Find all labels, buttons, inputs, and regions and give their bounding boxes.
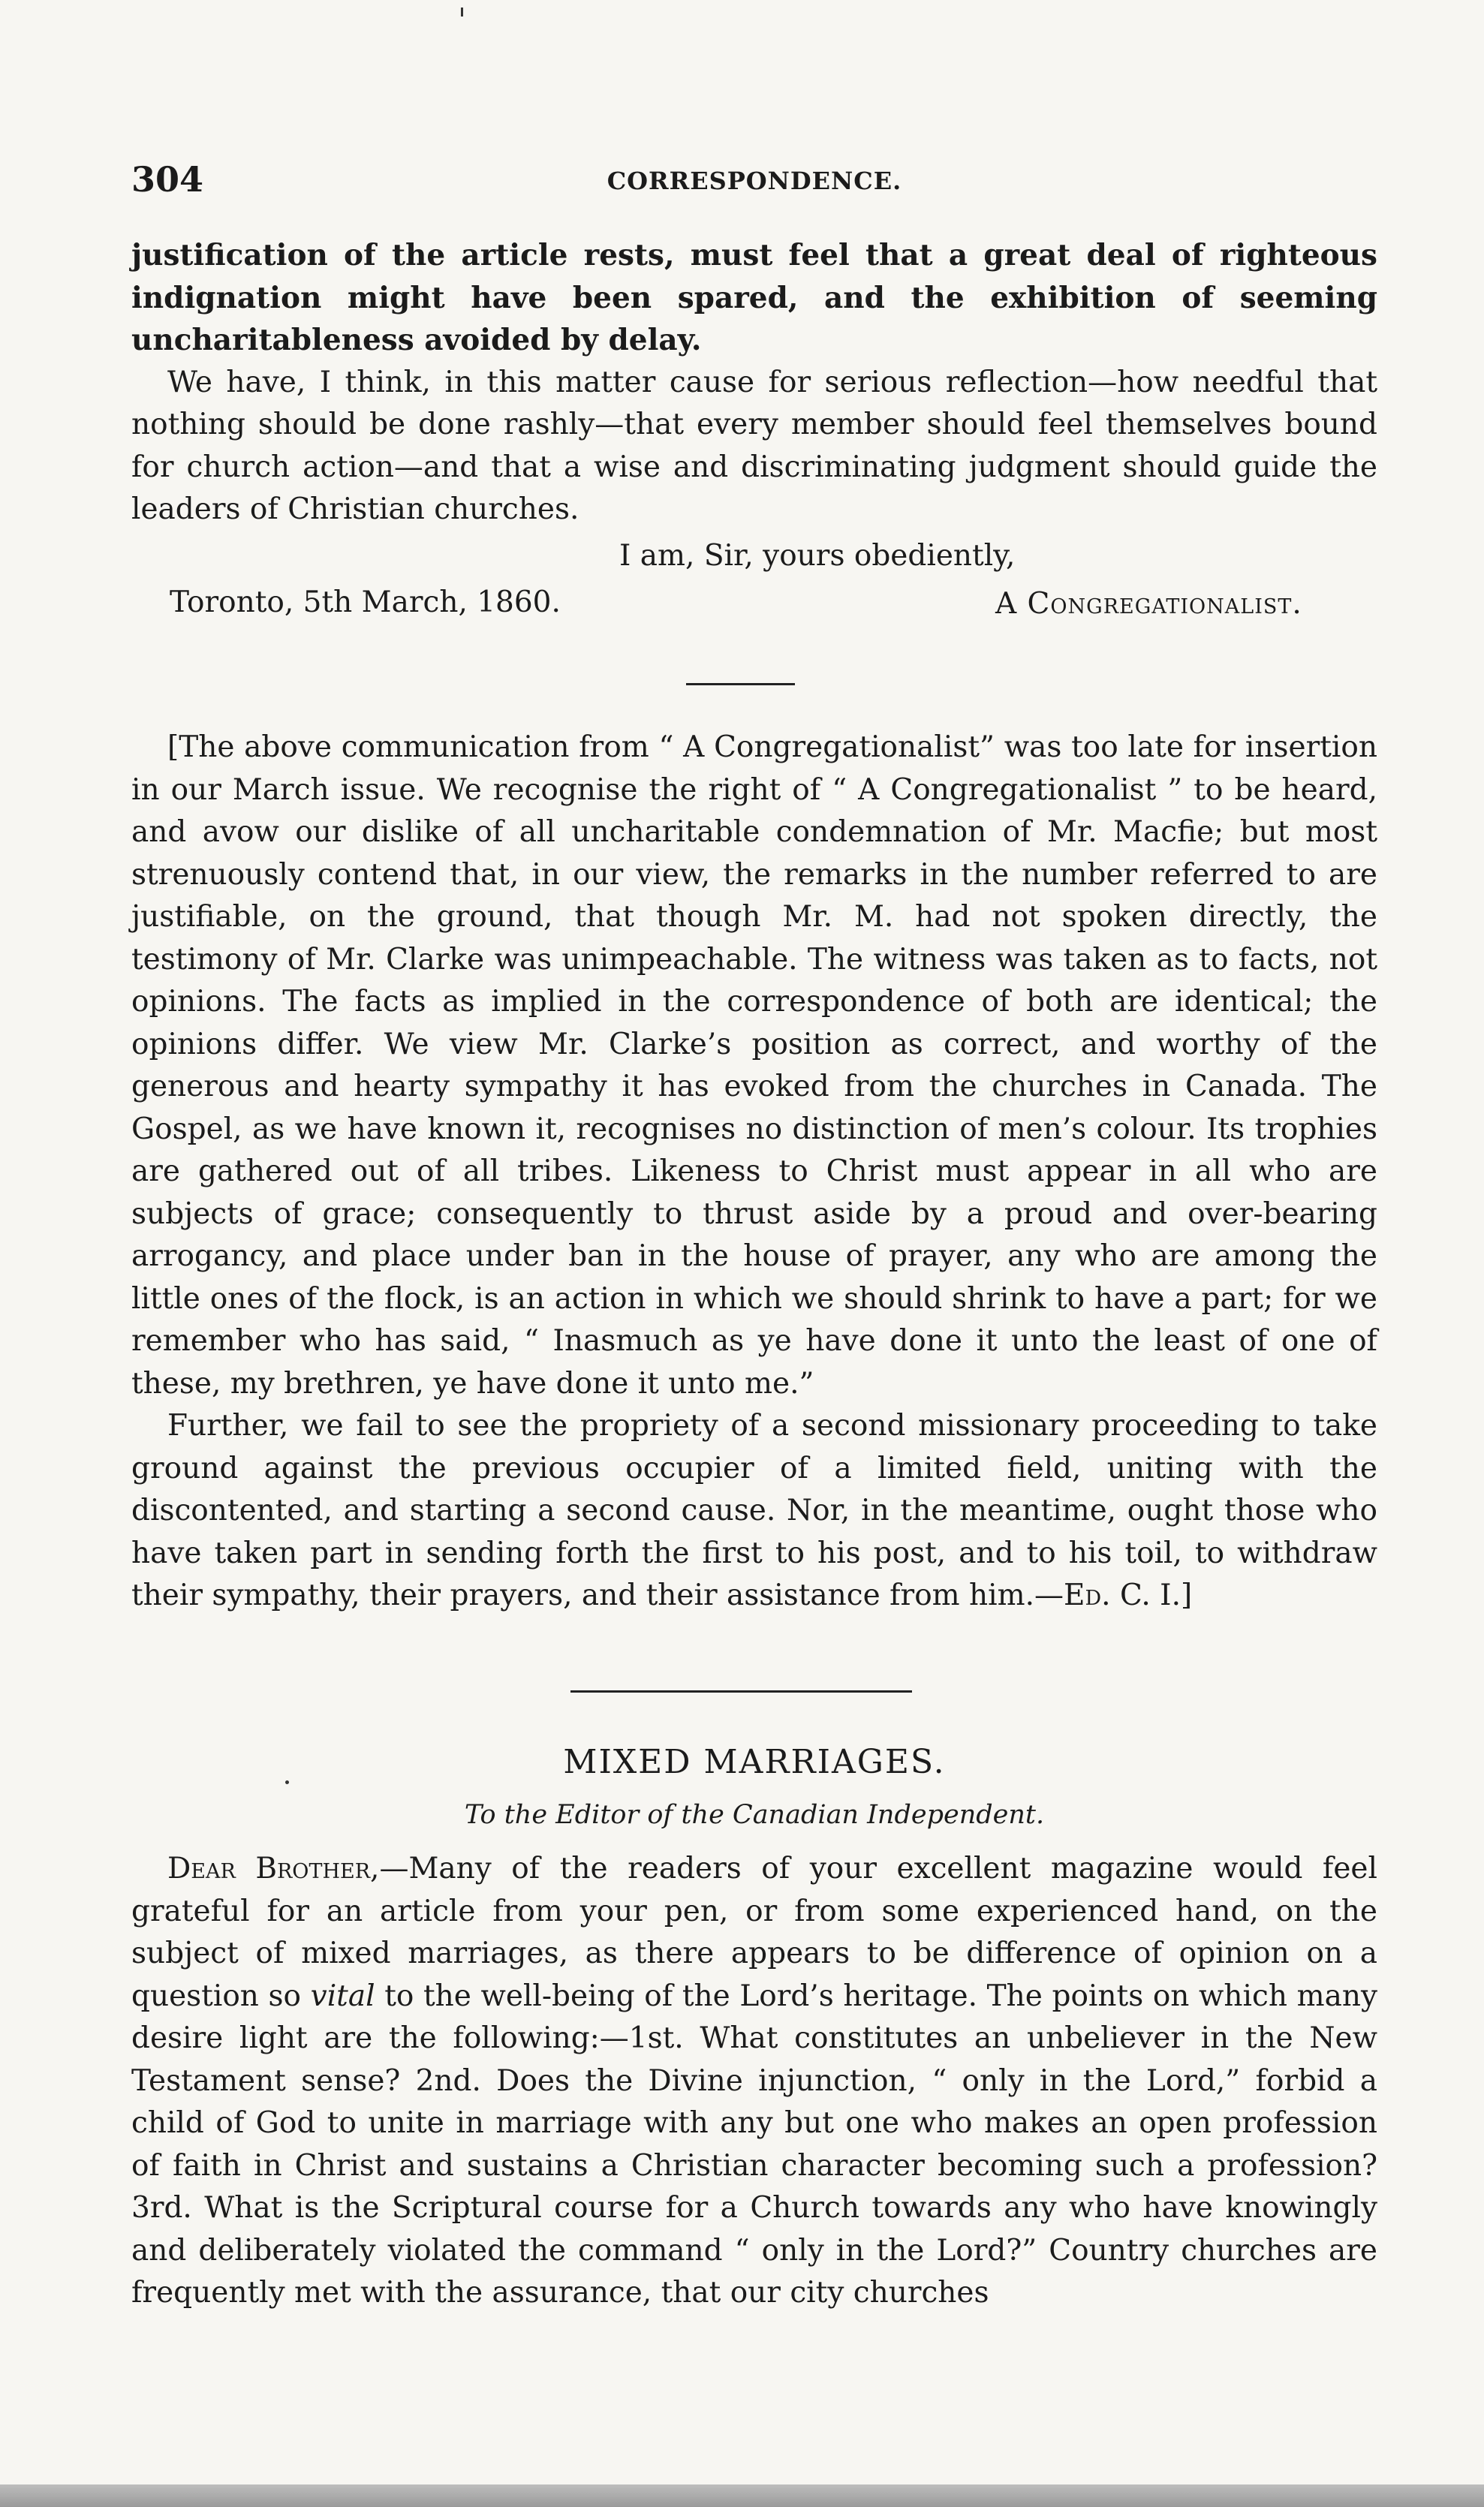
salutation: Dear Brother, — [167, 1852, 380, 1886]
scan-edge — [0, 2484, 1484, 2507]
running-head: CORRESPONDENCE. — [607, 167, 902, 195]
editor-note — [131, 727, 1377, 1618]
emphasis-word: vital — [310, 1979, 375, 2013]
letter-paragraph-continued: justification of the article rests, must feel that a great deal of righteous indignation might have been spared, and the exhibition of seeming uncharitableness avoided by delay. — [131, 238, 1377, 357]
section-divider-rule — [570, 1690, 912, 1693]
divider-rule — [686, 683, 795, 685]
letter-text-part1: —Many of the readers of your excellent magazine would feel grateful for an article from your pen, or from some experienced hand, on the subject of mixed marriages, as there appears to be difference of opinion on a question so — [131, 1852, 1377, 2013]
letter-body — [131, 234, 1377, 531]
letter-place-date: Toronto, 5th March, 1860. — [170, 585, 561, 619]
letter-paragraph-reflection: We have, I think, in this matter cause for serious reflection—how needful that nothing should be done rashly—that every member should feel themselves bound for church action—and that a wise and discriminating judgment should guide the leaders of Christian churches. — [131, 365, 1377, 526]
letter-closing: I am, Sir, yours obediently, — [619, 539, 1016, 573]
editor-note-paragraph-2 — [131, 1405, 1377, 1618]
page-header — [131, 159, 1377, 204]
editor-note-text: Further, we fail to see the propriety of a second missionary proceeding to take ground against the previous occupier of a limited field, uniting with the discontented, and starting a second cause. Nor, in the meantime, ought those who have taken part in sending forth the first to his post, and to his toil, to withdraw their sympathy, their prayers, and their assistance from him.— — [131, 1409, 1377, 1612]
mixed-marriages-letter — [131, 1848, 1377, 2315]
editor-note-paragraph: [The above communication from “ A Congregationalist” was too late for insertion in our March issue. We recognise the right of “ A Congregationalist ” to be heard, and avow our dislike of all uncharitable condemnation of Mr. Macfie; but most strenuously contend that, in our view, the remarks in the number referred to are justifiable, on the ground, that though Mr. M. had not spoken directly, the testimony of Mr. Clarke was unimpeachable. The witness was taken as to facts, not opinions. The facts as implied in the correspondence of both are identical; the opinions differ. We view Mr. Clarke’s position as correct, and worthy of the generous and hearty sympathy it has evoked from the churches in Canada. The Gospel, as we have known it, recognises no distinction of men’s colour. Its trophies are gathered out of all tribes. Likeness to Christ must appear in all who are subjects of grace; consequently to thrust aside by a proud and over-bearing arrogancy, and place under ban in the house of prayer, any who are among the little ones of the flock, is an action in which we should shrink to have a part; for we remember who has said, “ Inasmuch as ye have done it unto the least of one of these, my brethren, ye have done it unto me.” — [131, 730, 1377, 1401]
page-number: 304 — [131, 159, 204, 200]
editor-note-signature: Ed. C. I.] — [1064, 1579, 1193, 1612]
letter-signature: A Congregationalist. — [995, 587, 1302, 621]
section-title: MIXED MARRIAGES. — [563, 1743, 946, 1781]
section-subtitle: To the Editor of the Canadian Independent. — [464, 1800, 1045, 1830]
scan-mark — [461, 8, 463, 17]
mixed-marriages-paragraph — [131, 1848, 1377, 2315]
letter-text-part2: to the well-being of the Lord’s heritage. The points on which many desire light are the following:—1st. What constitutes an unbeliever in the New Testament sense? 2nd. Does the Divine injunction, “ only in the Lord,” forbid a child of God to unite in marriage with any but one who makes an open profession of faith in Christ and sustains a Christian character becoming such a profession? 3rd. What is the Scriptural course for a Church towards any who have knowingly and deliberately violated the command “ only in the Lord?” Country churches are frequently met with the assurance, that our city churches — [131, 1979, 1377, 2310]
